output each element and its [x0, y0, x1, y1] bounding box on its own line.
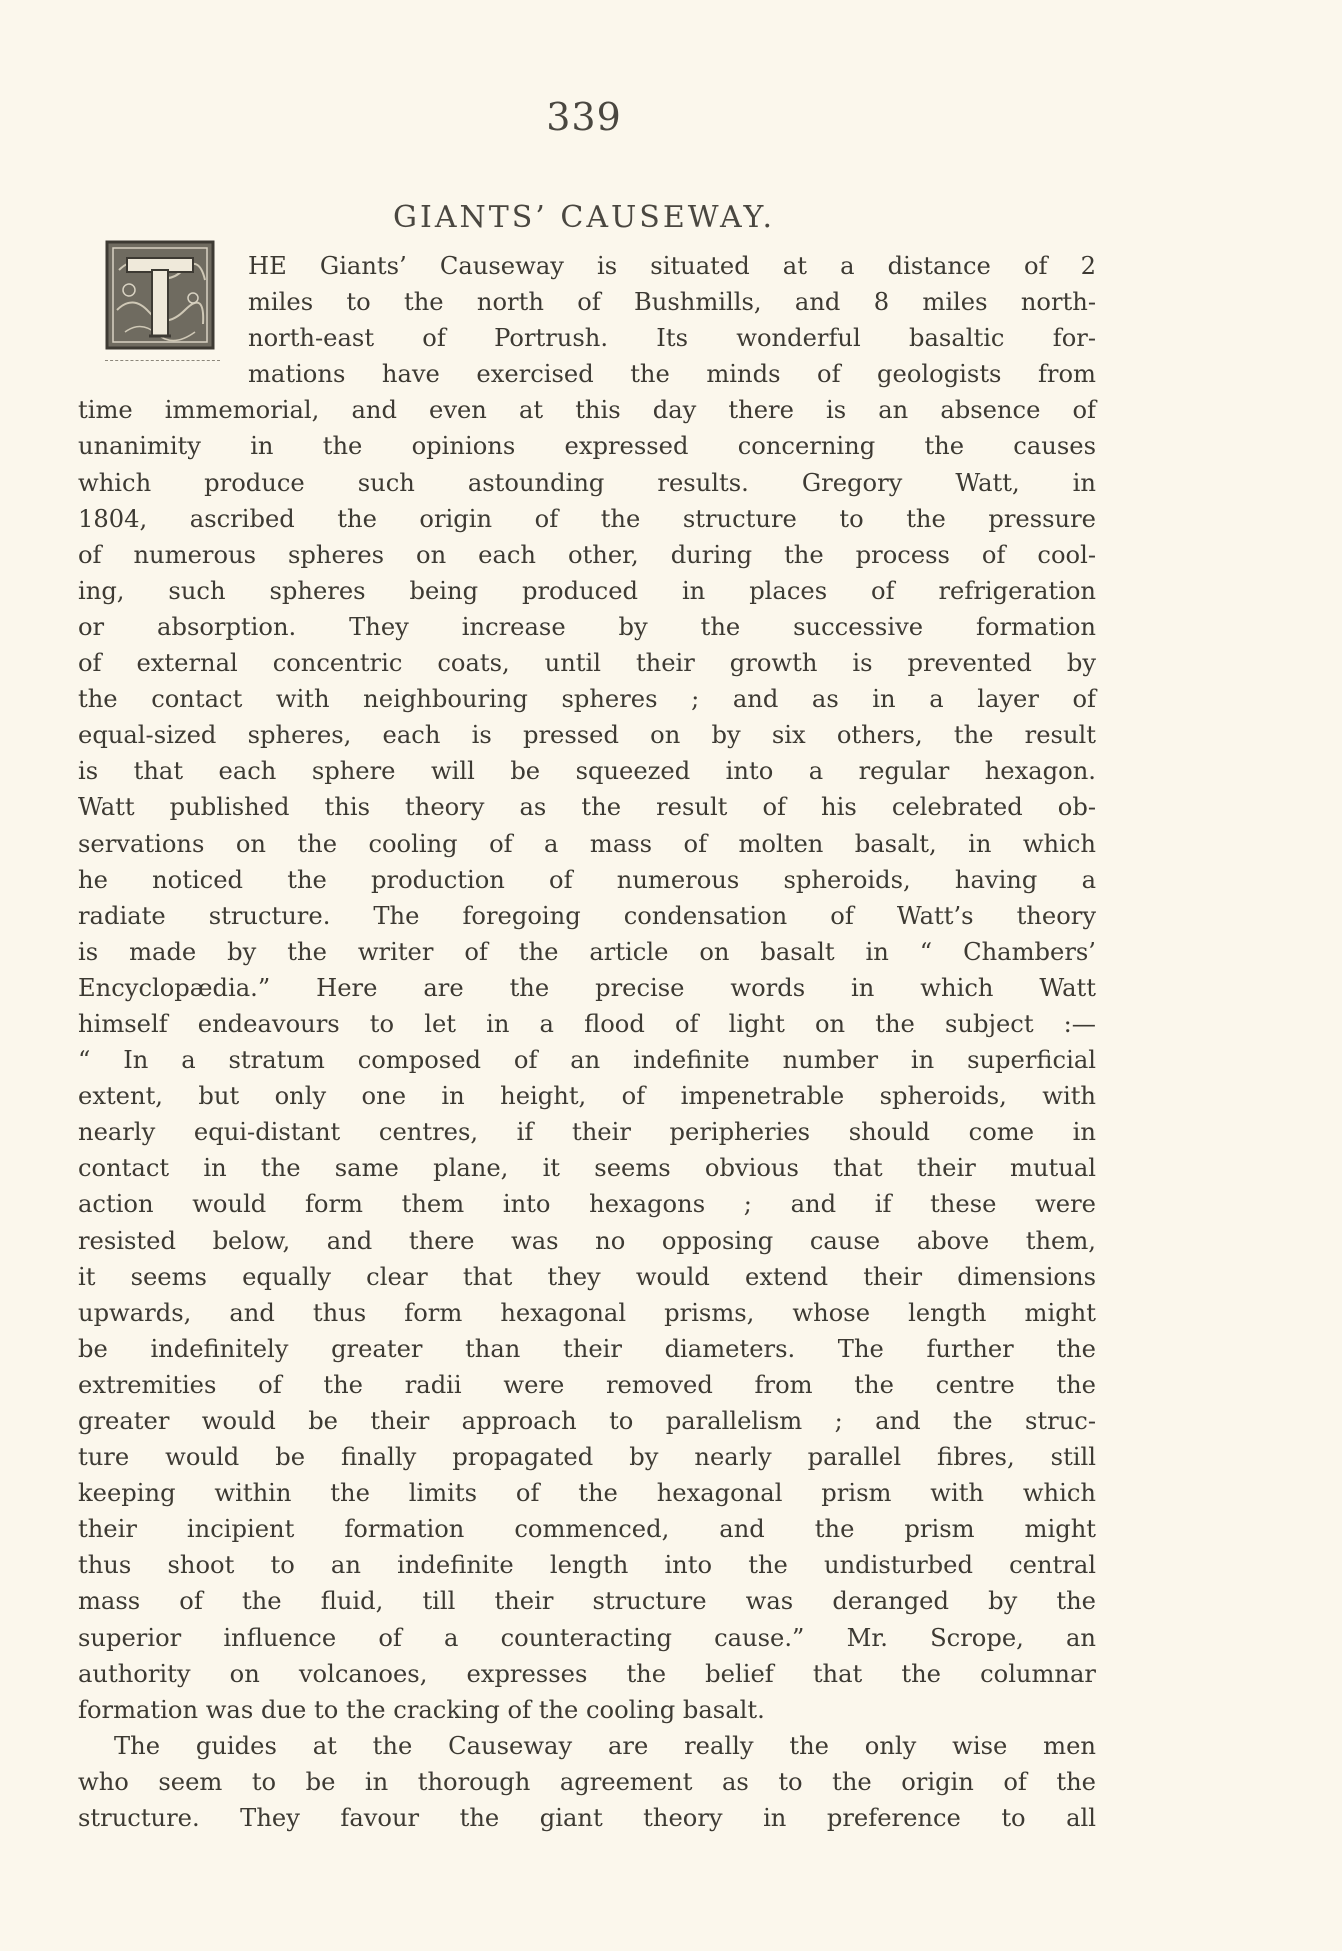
text-line: upwards, and thus form hexagonal prisms, whose length might — [78, 1298, 1096, 1327]
text-line: north-east of Portrush. Its wonderful basaltic for- — [248, 324, 1096, 353]
text-line: their incipient formation commenced, and the prism might — [78, 1515, 1096, 1544]
text-line: is that each sphere will be squeezed into a regular hexagon. — [78, 757, 1096, 786]
text-line: ture would be finally propagated by nearly parallel fibres, still — [78, 1443, 1096, 1472]
text-line: of numerous spheres on each other, during the process of cool- — [78, 540, 1096, 569]
text-line: resisted below, and there was no opposing cause above them, — [78, 1226, 1096, 1255]
text-line: Encyclopædia.” Here are the precise words in which Watt — [78, 973, 1096, 1002]
text-line: servations on the cooling of a mass of molten basalt, in which — [78, 829, 1096, 858]
page-number: 339 — [546, 95, 622, 139]
text-line: time immemorial, and even at this day there is an absence of — [78, 396, 1096, 425]
text-line: 1804, ascribed the origin of the structure to the pressure — [78, 504, 1096, 533]
text-line: formation was due to the cracking of the cooling basalt. — [78, 1695, 765, 1724]
text-line: it seems equally clear that they would extend their dimensions — [78, 1262, 1096, 1291]
text-line: extent, but only one in height, of impenetrable spheroids, with — [78, 1082, 1096, 1111]
text-line: ing, such spheres being produced in places of refrigeration — [78, 576, 1096, 605]
text-line: structure. They favour the giant theory in preference to all — [78, 1804, 1096, 1833]
text-line: authority on volcanoes, expresses the belief that the columnar — [78, 1659, 1096, 1688]
text-line: radiate structure. The foregoing condensation of Watt’s theory — [78, 901, 1096, 930]
text-line: of external concentric coats, until their growth is prevented by — [78, 649, 1096, 678]
text-line: the contact with neighbouring spheres ; and as in a layer of — [78, 685, 1096, 714]
text-line: HE Giants’ Causeway is situated at a distance of 2 — [248, 252, 1096, 280]
text-line: mations have exercised the minds of geologists from — [248, 360, 1096, 389]
text-line: which produce such astounding results. Gregory Watt, in — [78, 468, 1096, 497]
body-text — [78, 248, 1096, 1836]
text-line: who seem to be in thorough agreement as to the origin of the — [78, 1767, 1096, 1796]
text-line: contact in the same plane, it seems obvious that their mutual — [78, 1154, 1096, 1183]
text-line: “ In a stratum composed of an indefinite number in superficial — [78, 1046, 1096, 1075]
text-line: miles to the north of Bushmills, and 8 miles north- — [248, 288, 1096, 317]
text-line: The guides at the Causeway are really the only wise men — [114, 1731, 1096, 1760]
text-line: is made by the writer of the article on basalt in “ Chambers’ — [78, 937, 1096, 966]
text-line: Watt published this theory as the result of his celebrated ob- — [78, 793, 1096, 822]
text-line: or absorption. They increase by the successive formation — [78, 612, 1096, 641]
text-line: action would form them into hexagons ; and if these were — [78, 1190, 1096, 1219]
text-line: nearly equi-distant centres, if their peripheries should come in — [78, 1118, 1096, 1147]
text-line: keeping within the limits of the hexagonal prism with which — [78, 1479, 1096, 1508]
text-line: he noticed the production of numerous spheroids, having a — [78, 865, 1096, 894]
text-line: mass of the fluid, till their structure was deranged by the — [78, 1587, 1096, 1616]
chapter-title: GIANTS’ CAUSEWAY. — [393, 200, 775, 235]
text-line: greater would be their approach to parallelism ; and the struc- — [78, 1407, 1096, 1435]
text-line: be indefinitely greater than their diameters. The further the — [78, 1334, 1096, 1363]
text-line: unanimity in the opinions expressed concerning the causes — [78, 432, 1096, 461]
text-line: superior influence of a counteracting cause.” Mr. Scrope, an — [78, 1623, 1096, 1652]
text-line: thus shoot to an indefinite length into the undisturbed central — [78, 1551, 1096, 1580]
text-line: extremities of the radii were removed from the centre the — [78, 1370, 1096, 1399]
text-line: himself endeavours to let in a flood of light on the subject :— — [78, 1009, 1096, 1038]
text-line: equal-sized spheres, each is pressed on by six others, the result — [78, 721, 1096, 750]
